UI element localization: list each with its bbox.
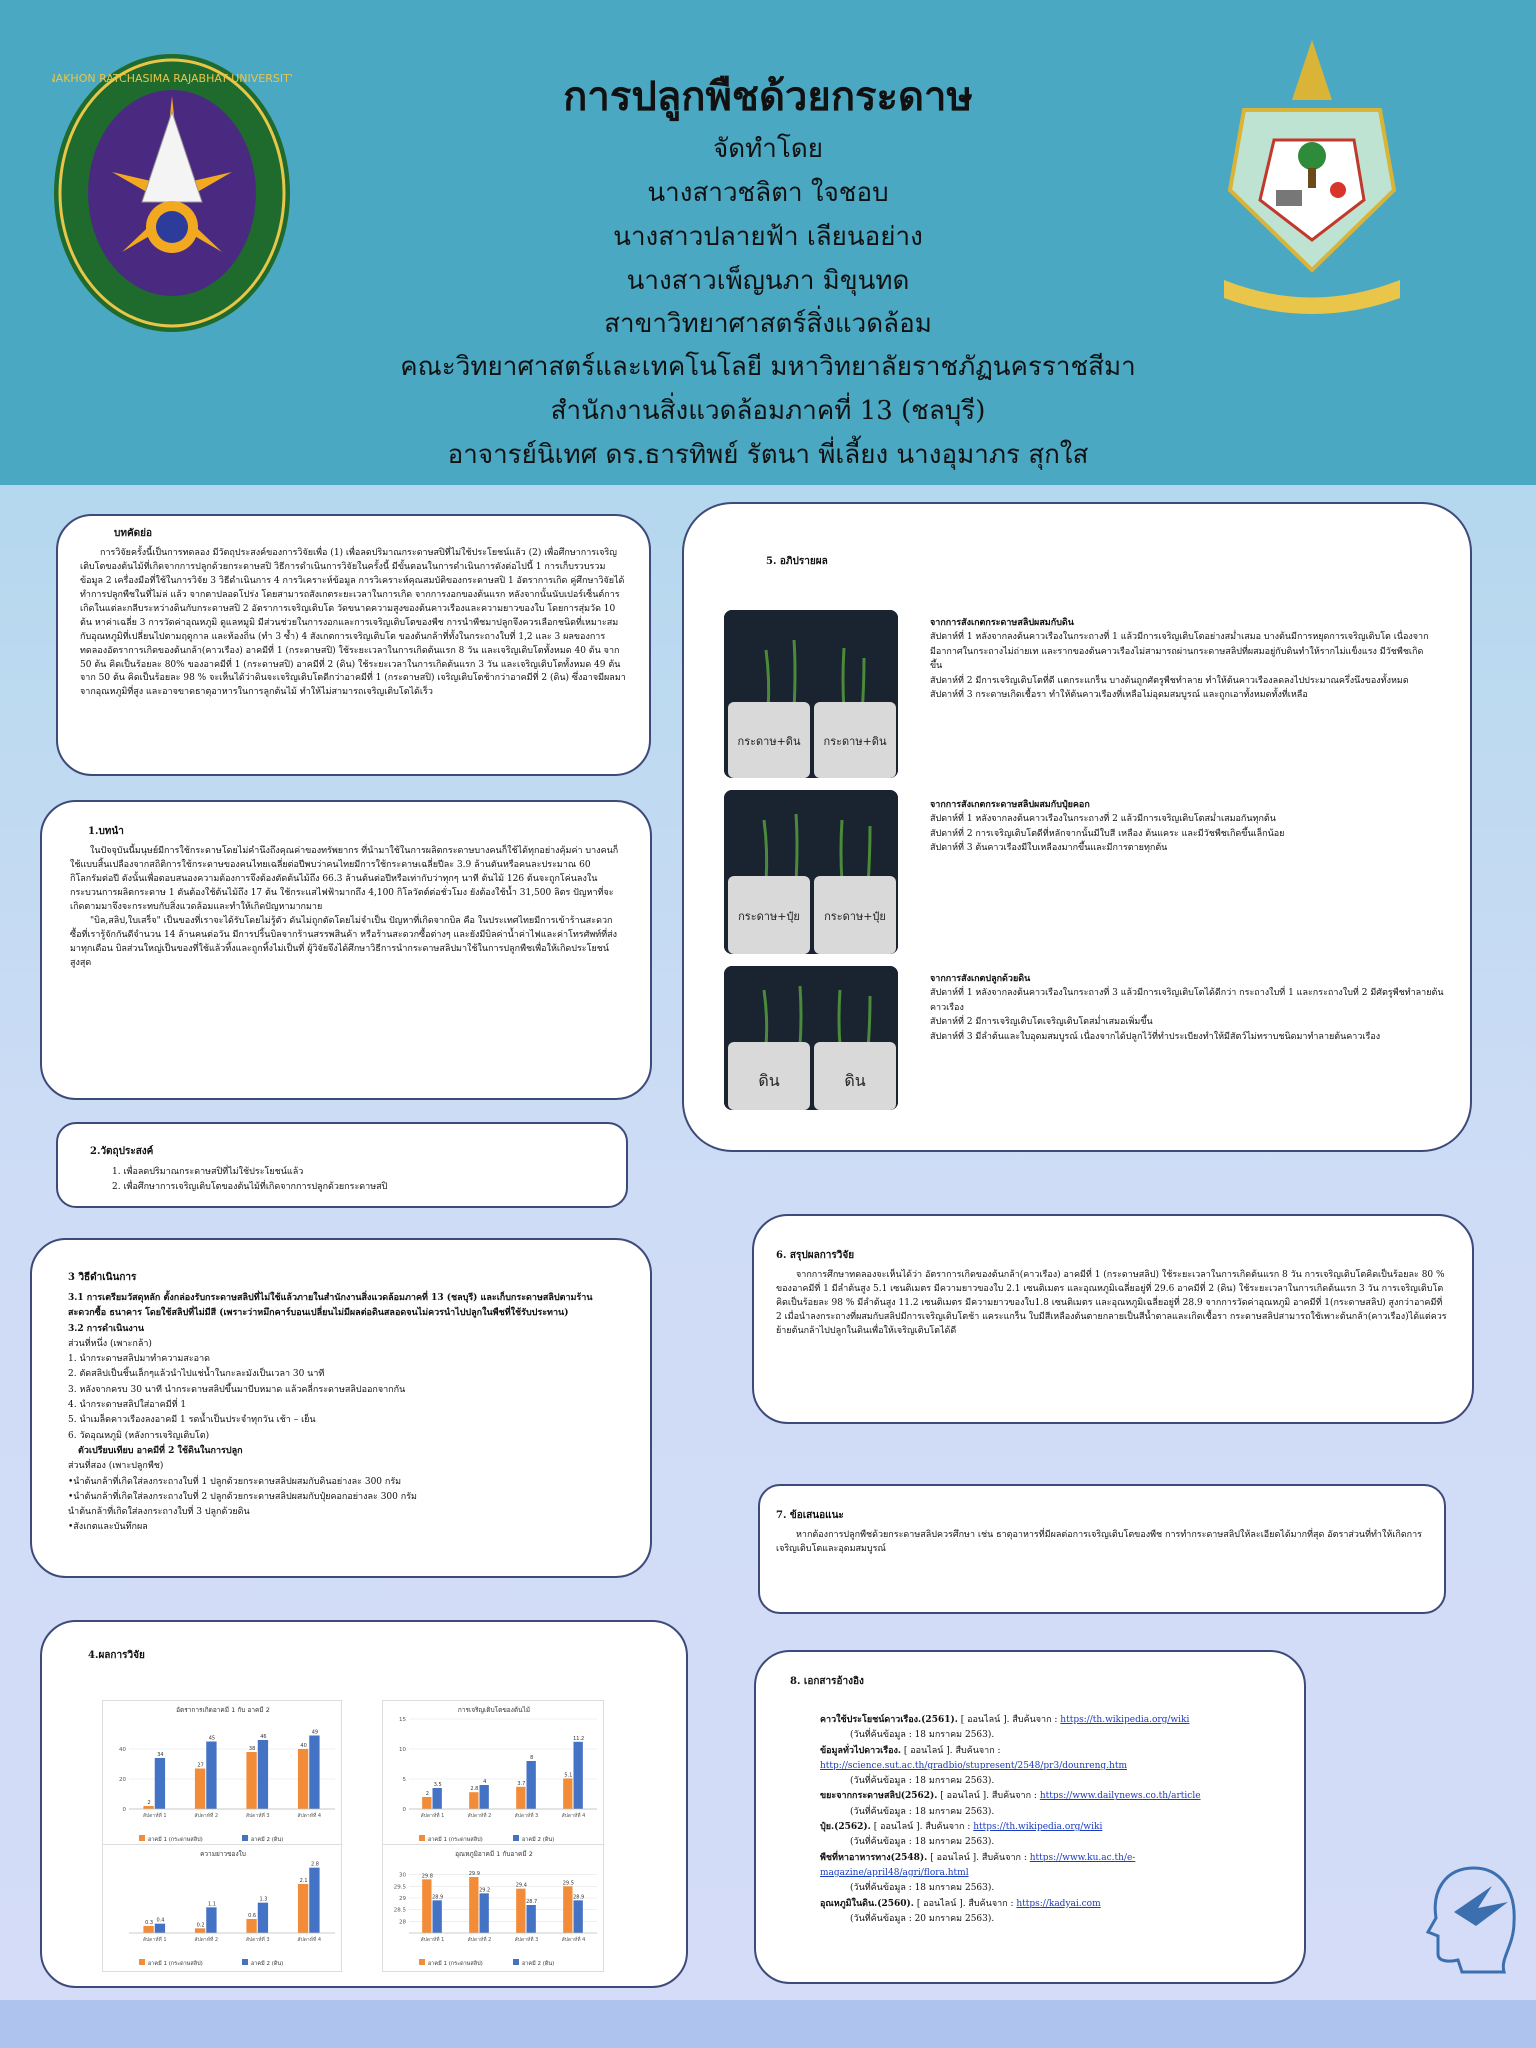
discussion-line: สัปดาห์ที่ 2 มีการเจริญเติบโตที่ดี แตกระแกร็น บางต้นถูกศัตรูพืชทำลาย ทำให้ต้นคาวเรืองลดลงไปประมาณครึ่งนึงของทั้งหมด [930, 675, 1409, 686]
legend-swatch [419, 1959, 425, 1965]
y-tick-label: 0 [402, 1807, 406, 1813]
y-tick-label: 10 [399, 1747, 406, 1753]
poster-title: การปลูกพืชด้วยกระดาษ [563, 73, 973, 120]
author-1: นางสาวชลิตา ใจชอบ [647, 178, 889, 208]
discussion-item [930, 972, 1450, 1044]
bar [309, 1736, 319, 1810]
data-label: 29.8 [421, 1873, 433, 1880]
intro-paragraph-1: ในปัจจุบันนี้มนุษย์มีการใช้กระดาษโดยไม่คำนึงถึงคุณค่าของทรัพยากร ที่นำมาใช้ในการผลิตกระดาษบางคนก็ใช้ได้ทุกอย่างคุ้มค่า บางคนก็ใช้แบบสิ้นเปลืองจากสถิติการใช้กระดาษของคนไทยเฉลี่ยต่อปีพบว่าคนไทยมีการใช้กระดาษเฉลี่ยปีละ 3.9 ล้านตันหรือคนละประมาณ 60 กิโลกรัมต่อปี ดังนั้นเพื่อตอบสนองความต้องการจึงต้องตัดต้นไม้ถึง 66.3 ล้านต้นต่อปีหรือเท่ากับว่าทุกๆ นาที ต้นไม้ 126 ต้นจะถูกโค่นลงในกระบวนการผลิตกระดาษ 1 ตันต้องใช้ต้นไม้ถึง 17 ต้น ใช้กระแสไฟฟ้ามากถึง 4,100 กิโลวัตต์ต่อชั่วโมง ยังต้องใช้น้ำ 31,500 ลิตร ปัญหาที่จะเกิดตามมาจึงจะกระทบกับสิ่งแวดล้อมและทำให้เกิดปัญหามากมาย [70, 846, 619, 912]
reference-date: (วันที่ค้นข้อมูล : 18 มกราคม 2563). [850, 1883, 995, 1894]
conclusion-text: จากการศึกษาทดลองจะเห็นได้ว่า อัตราการเกิดของต้นกล้า(คาวเรือง) อาคมีที่ 1 (กระดาษสลิป) ใช้ระยะเวลาในการเกิดต้นแรก 8 วัน การเจริญเติบโตคิดเป็นร้อยละ 80 % ของอาคมีที่ 1 มีลำต้นสูง 5.1 เซนติเมตร มีความยาวของใบ 2.1 เซนติเมตร และอุณหภูมิเฉลี่ยอยู่ที่ 29.6 อาคมีที่ 2 (ดิน) ใช้ระยะเวลาในการเกิดต้นแรก 3 วัน การเจริญเติบโตคิดเป็นร้อยละ 98 % มีลำต้นสูง 11.2 เซนติเมตร มีความยาวของใบ1.8 เซนติเมตร และอุณหภูมิเฉลี่ยอยู่ที่ 28.9 จากการวัดค่าอุณหภูมิ อาคมีที่ 1(กระดาษสลิป) สูงกว่าอาคมีที่ 2 เมื่อนำลงกระถางที่ผสมกับสลิปมีการเจริญเติบโตช้า แคระแกร็น ใบมีสีเหลืองต้นตายกลายเป็นสีน้ำตาลและเกิดเชื้อรา กระดาษสลิปสามารถใช้เพาะต้นกล้า(คาวเรือง)ได้แต่ควรย้ายต้นกล้าไปปลูกในดินเพื่อให้เจริญเติบโตได้ดี [776, 1270, 1447, 1336]
y-tick-label: 5 [402, 1777, 406, 1783]
data-label: 45 [208, 1735, 216, 1742]
reference-link[interactable]: https://www.ku.ac.th/e-magazine/april48/agri/flora.html [820, 1852, 1136, 1878]
intro-title: 1.บทนำ [88, 826, 124, 837]
reference-date: (วันที่ค้นข้อมูล : 18 มกราคม 2563). [850, 1806, 995, 1817]
data-label: 11.2 [573, 1735, 585, 1742]
discussion-line: สัปดาห์ที่ 1 หลังจากลงต้นคาวเรืองในกระถางที่ 2 แล้วมีการเจริญเติบโตสม่ำเสมอกันทุกต้น [930, 814, 1276, 825]
discussion-line: สัปดาห์ที่ 2 มีการเจริญเติบโตเจริญเติบโตสม่ำเสมอเพิ่มขึ้น [930, 1017, 1153, 1028]
data-label: 4 [483, 1779, 487, 1785]
chart-leaf-length [102, 1844, 342, 1972]
bar [527, 1761, 536, 1809]
bar [309, 1868, 319, 1933]
data-label: 49 [311, 1729, 319, 1736]
objective-item: 1. เพื่อลดปริมาณกระดาษสปิที่ไม่ใช้ประโยชน์แล้ว [112, 1167, 304, 1177]
method-step: 6. วัดอุณหภูมิ (หลังการเจริญเติบโต) [68, 1430, 210, 1441]
pot-photo-3 [724, 966, 898, 1110]
references-list [790, 1713, 1270, 1927]
bar [246, 1919, 256, 1933]
conclusion-title: 6. สรุปผลการวิจัย [776, 1250, 855, 1261]
x-tick-label: สัปดาห์ที่ 1 [420, 1937, 445, 1943]
discussion-heading: จากการสังเกตกระดาษสลิปผสมกับดิน [930, 618, 1074, 628]
methods-sub-2: 3.2 การดำเนินงาน [68, 1323, 145, 1334]
bar [155, 1924, 165, 1933]
data-label: 38 [248, 1746, 256, 1752]
bar [246, 1752, 256, 1809]
y-tick-label: 40 [119, 1747, 126, 1753]
discussion-line: สัปดาห์ที่ 1 หลังจากลงต้นคาวเรืองในกระถางที่ 3 แล้วมีการเจริญเติบโตได้ดีกว่า กระถางใบที่ 1 และกระถางใบที่ 2 มีศัตรูพืชทำลายต้นคาวเรือง [930, 988, 1444, 1013]
pot-label: กระดาษ+ดิน [737, 735, 801, 748]
results-title: 4.ผลการวิจัย [88, 1650, 145, 1661]
reference-link[interactable]: https://www.dailynews.co.th/article [1039, 1791, 1201, 1802]
data-label: 2.8 [310, 1861, 319, 1868]
bar [422, 1797, 431, 1809]
reference-text: [ ออนไลน์ ]. สืบค้นจาก : [873, 1822, 971, 1833]
data-label: 2.8 [470, 1786, 479, 1793]
bar [563, 1886, 572, 1933]
reference-link[interactable]: https://th.wikipedia.org/wiki [973, 1822, 1103, 1833]
data-label: 29.2 [479, 1887, 491, 1894]
bar [469, 1877, 478, 1933]
bar [469, 1792, 478, 1809]
data-label: 5.1 [564, 1772, 573, 1779]
bar [563, 1778, 572, 1809]
method-step: นำต้นกล้าที่เกิดใส่ลงกระถางใบที่ 3 ปลูกด้วยดิน [68, 1507, 250, 1518]
method-step: 4. นำกระดาษสลิปใส่อาคมีที่ 1 [68, 1400, 187, 1411]
discussion-heading: จากการสังเกตปลูกด้วยดิน [930, 974, 1031, 984]
legend-label: อาคมี 2 (ดิน) [522, 1961, 555, 1967]
reference-item [820, 1851, 1270, 1897]
method-step: •สังเกตและบันทึกผล [68, 1522, 148, 1533]
x-tick-label: สัปดาห์ที่ 1 [142, 1937, 167, 1943]
bar [143, 1926, 153, 1933]
objectives-panel [56, 1122, 628, 1208]
data-label: 0.3 [145, 1920, 154, 1926]
data-label: 29.5 [562, 1880, 574, 1887]
chart-growth [382, 1700, 604, 1848]
x-tick-label: สัปดาห์ที่ 3 [245, 1813, 270, 1819]
logo-text: NAKHON RATCHASIMA RAJABHAT UNIVERSITY [52, 72, 292, 85]
x-tick-label: สัปดาห์ที่ 2 [194, 1937, 219, 1943]
y-tick-label: 30 [399, 1872, 406, 1879]
data-label: 8 [530, 1755, 534, 1761]
head-bird-logo [1424, 1862, 1522, 1974]
discussion-line: สัปดาห์ที่ 1 หลังจากลงต้นคาวเรืองในกระถางที่ 1 แล้วมีการเจริญเติบโตอย่างสม่ำเสมอ บางต้นมีการหยุดการเจริญเติบโต เนื่องจากมีอากาศในกระถางไม่ถ่ายเท และรากของต้นคาวเรืองไม่สามารถผ่านกระดาษสลิปที่ผสมอยู่กับดินทำให้รากไม่แข็งแรง มีวัชพืชเกิดขึ้น [930, 632, 1429, 672]
y-tick-label: 29.5 [393, 1884, 406, 1891]
bar [143, 1806, 153, 1809]
reference-text: [ ออนไลน์ ]. สืบค้นจาก : [960, 1715, 1058, 1725]
discussion-line: สัปดาห์ที่ 3 ต้นคาวเรืองมีใบเหลืองมากขึ้นและมีการตายทุกต้น [930, 843, 1168, 854]
abstract-title: บทคัดย่อ [114, 528, 152, 539]
reference-item [820, 1713, 1270, 1744]
bar [574, 1900, 583, 1933]
bar [516, 1787, 525, 1809]
reference-text: [ ออนไลน์ ]. สืบค้นจาก : [940, 1791, 1037, 1802]
method-step: 3. หลังจากครบ 30 นาที นำกระดาษสลิปขึ้นมาบีบหมาด แล้วคลี่กระดาษสลิปออกจากกัน [68, 1384, 406, 1395]
author-2: นางสาวปลายฟ้า เลียนอย่าง [613, 222, 923, 252]
data-label: 28.7 [526, 1899, 538, 1905]
reference-link[interactable]: https://kadyai.com [1016, 1898, 1101, 1909]
legend-label: อาคมี 2 (ดิน) [251, 1961, 284, 1967]
reference-name: ขยะจากกระดาษสลิป(2562). [820, 1791, 938, 1802]
pot-label: กระดาษ+ปุ๋ย [824, 910, 886, 923]
reference-name: พืชที่หาอาหารทาง(2548). [820, 1852, 928, 1863]
y-tick-label: 20 [119, 1777, 126, 1783]
bar [195, 1769, 205, 1810]
legend-label: อาคมี 2 (ดิน) [522, 1837, 555, 1843]
y-tick-label: 29 [399, 1896, 406, 1902]
bar [433, 1788, 442, 1809]
reference-text: [ ออนไลน์ ]. สืบค้นจาก : [916, 1898, 1014, 1909]
x-tick-label: สัปดาห์ที่ 2 [467, 1813, 492, 1819]
reference-date: (วันที่ค้นข้อมูล : 18 มกราคม 2563). [850, 1837, 995, 1848]
legend-swatch [419, 1835, 425, 1841]
legend-swatch [139, 1835, 145, 1841]
objective-item: 2. เพื่อศึกษาการเจริญเติบโตของต้นไม้ที่เกิดจากการปลูกด้วยกระดาษสปิ [112, 1182, 388, 1193]
methods-part-1: ส่วนที่หนึ่ง (เพาะกล้า) [68, 1338, 152, 1349]
methods-title: 3 วิธีดำเนินการ [68, 1272, 137, 1283]
data-label: 28.9 [573, 1894, 585, 1901]
bar [298, 1884, 308, 1933]
reference-text: [ ออนไลน์ ]. สืบค้นจาก : [930, 1852, 1027, 1863]
conclusion-panel [752, 1214, 1474, 1424]
data-label: 46 [260, 1734, 267, 1740]
bar [258, 1903, 268, 1933]
abstract-text: การวิจัยครั้งนี้เป็นการทดลอง มีวัตถุประสงค์ของการวิจัยเพื่อ (1) เพื่อลดปริมาณกระดาษสปิที่ไม่ใช้ประโยชน์แล้ว (2) เพื่อศึกษาการเจริญเติบโตของต้นไม้ที่เกิดจากการปลูกด้วยกระดาษสปิ วิธีการดำเนินการวิจัยในครั้งนี้ มีขั้นตอนในการดำเนินการดังต่อไปนี้ 1 การเก็บรวบรวมข้อมูล 2 เครื่องมือที่ใช้ในการวิจัย 3 วิธีดำเนินการ 4 การวิเคราะห์ข้อมูล การวิเคราะห์คุณสมบัติของกระดาษสปิ 1 อัตราการเกิด คู่ศึกษาวิจัยได้ทำการปลูกพืชในที่ไม่ล่ แล้ว จากตาปลอดโปร่ง โดยสามารถสังเกตระยะเวลาในการเกิด จากการงอกของต้นแรก หลังจากนั้นนับเปอร์เซ็นต์การเกิดในแต่ละกลีบระหว่างดินกับกระดาษสปิ 2 อัตราการเจริญเติบโต วัดขนาดความสูงของต้นคาวเรืองและความยาวของใบ โดยการสุ่มวัด 10 ต้น หาค่าเฉลี่ย 3 การวัดค่าอุณหภูมิ ดูแลหมูมิ มีส่วนช่วยในการงอกและการเจริญเติบโตของพืช การนำพืชมาปลูกจึงควรเลือกชนิดที่เหมาะสมกับอุณหภูมิที่เปลี่ยนไปตามฤดูกาล และท้องถิ่น (ทำ 3 ซ้ำ) 4 สังเกตการเจริญเติบโต ของต้นกล้าที่ทั้งในกระถางใบที่ 1,2 และ 3 ผลของการทดลองอัตราการเกิดของต้นกล้า(คาวเรือง) อาคมีที่ 1 (กระดาษสปิ) ใช้ระยะเวลาในการเกิดต้นแรก 8 วัน และเจริญเติบโตทั้งหมด 40 ต้น จาก 50 ต้น คิดเป็นร้อยละ 80% ของอาคมีที่ 1 (กระดาษสปิ) อาคมีที่ 2 (ดิน) ใช้ระยะเวลาในการเกิดต้นแรก 3 วัน และเจริญเติบโตทั้งหมด 49 ต้น จาก 50 ต้น คิดเป็นร้อยละ 98 % จะเห็นได้ว่าดินจะเจริญเติบโตดีกว่าอาคมีที่ 1 (กระดาษสปิ) เจริญเติบโตช้ากว่าอาคมีที่ 2 (ดิน) ซึ่งอาจมีผลมาจากอุณหภูมิที่สูง และอาจขาดธาตุอาหารในการลูกต้นไม้ ทำให้ไม่สามารถเจริญเติบโตได้เร็ว [80, 548, 626, 698]
legend-swatch [242, 1959, 248, 1965]
pot-label: ดิน [844, 1071, 866, 1090]
x-tick-label: สัปดาห์ที่ 3 [514, 1813, 539, 1819]
pot-label: กระดาษ+ดิน [823, 735, 887, 748]
method-step: 2. ตัดสลิปเป็นชิ้นเล็กๆแล้วนำไปแช่น้ำในกะละมังเป็นเวลา 30 นาที [68, 1369, 325, 1380]
reference-name: อุณหภูมิในดิน.(2560). [820, 1898, 914, 1909]
x-tick-label: สัปดาห์ที่ 1 [142, 1813, 167, 1819]
legend-label: อาคมี 1 (กระดาษสลิป) [148, 1837, 203, 1843]
reference-name: คาวใช้ประโยชน์ดาวเรือง.(2561). [820, 1715, 958, 1725]
reference-item [820, 1897, 1270, 1928]
office: สำนักงานสิ่งแวดล้อมภาคที่ 13 (ชลบุรี) [550, 396, 986, 426]
bar [516, 1889, 525, 1933]
bottom-band [0, 2000, 1536, 2048]
data-label: 3.7 [517, 1780, 526, 1787]
bar [298, 1749, 308, 1809]
chart-title: การเจริญเติบโตของต้นไม้ [457, 1706, 531, 1714]
methods-sub-1: 3.1 การเตรียมวัสดุหลัก ตั้งกล่องรับกระดาษสลิปที่ไม่ใช้แล้วภายในสำนักงานสิ่งแวดล้อมภาคที่ 13 (ชลบุรี) และเก็บกระดาษสลิปตามร้านสะดวกซื้อ ธนาคาร โดยใช้สลิปที่ไม่มีสี (เพราะว่าหมึกคาร์บอนเปลี่ยนไม่มีผลต่อดินสลอดจนไม่ควรนำไปปลูกในพืชที่ใช้รับประทาน) [68, 1293, 593, 1319]
bar [480, 1893, 489, 1933]
bar [206, 1742, 216, 1810]
bar [206, 1907, 216, 1933]
pot-label: กระดาษ+ปุ๋ย [738, 910, 800, 923]
intro-panel [40, 800, 652, 1100]
x-tick-label: สัปดาห์ที่ 4 [561, 1937, 586, 1943]
reference-link[interactable]: https://th.wikipedia.org/wiki [1060, 1715, 1190, 1725]
data-label: 29.9 [468, 1871, 480, 1877]
reference-item [820, 1820, 1270, 1851]
bar [527, 1905, 536, 1933]
bar [258, 1740, 268, 1809]
methods-panel [30, 1238, 652, 1578]
references-title: 8. เอกสารอ้างอิง [790, 1676, 864, 1687]
reference-date: (วันที่ค้นข้อมูล : 18 มกราคม 2563). [850, 1776, 995, 1787]
reference-item [820, 1789, 1270, 1820]
pot-label: ดิน [758, 1071, 780, 1090]
y-tick-label: 28.5 [393, 1907, 406, 1914]
data-label: 29.4 [515, 1882, 527, 1889]
chart-title: ความยาวของใบ [200, 1850, 246, 1858]
y-tick-label: 15 [399, 1717, 406, 1723]
data-label: 2 [425, 1791, 429, 1797]
discussion-item [930, 798, 1430, 856]
legend-swatch [513, 1959, 519, 1965]
methods-part-2: ส่วนที่สอง (เพาะปลูกพืช) [68, 1461, 164, 1472]
data-label: 2.1 [299, 1878, 308, 1884]
method-step: •นำต้นกล้าที่เกิดใส่ลงกระถางใบที่ 1 ปลูกด้วยกระดาษสลิปผสมกับดินอย่างละ 300 กรัม [68, 1476, 402, 1487]
suggestions-panel [758, 1484, 1446, 1614]
legend-swatch [139, 1959, 145, 1965]
legend-label: อาคมี 2 (ดิน) [251, 1837, 284, 1843]
data-label: 28.9 [432, 1894, 444, 1901]
x-tick-label: สัปดาห์ที่ 4 [297, 1813, 322, 1819]
x-tick-label: สัปดาห์ที่ 1 [420, 1813, 445, 1819]
data-label: 40 [300, 1743, 307, 1749]
y-tick-label: 28 [399, 1919, 406, 1926]
discussion-line: สัปดาห์ที่ 3 กระดาษเกิดเชื้อรา ทำให้ต้นคาวเรืองที่เหลือไม่อุดมสมบูรณ์ และถูกเอาทั้งหมดทั้งที่เหลือ [930, 689, 1308, 700]
chart-title: อัตราการเกิดอาคมี 1 กับ อาคมี 2 [176, 1706, 270, 1714]
data-label: 34 [157, 1752, 164, 1758]
data-label: 27 [197, 1762, 204, 1769]
reference-date: (วันที่ค้นข้อมูล : 20 มกราคม 2563). [850, 1913, 995, 1924]
y-tick-label: 0 [122, 1807, 126, 1813]
data-label: 2 [147, 1800, 151, 1806]
x-tick-label: สัปดาห์ที่ 2 [194, 1813, 219, 1819]
legend-swatch [242, 1835, 248, 1841]
data-label: 1.1 [207, 1901, 216, 1908]
faculty: คณะวิทยาศาสตร์และเทคโนโลยี มหาวิทยาลัยราชภัฏนครราชสีมา [400, 352, 1136, 382]
prepared-by: จัดทำโดย [713, 134, 823, 164]
reference-name: ปุ๋ย.(2562). [820, 1822, 871, 1833]
x-tick-label: สัปดาห์ที่ 4 [561, 1813, 586, 1819]
references-panel [754, 1650, 1306, 1984]
bar [574, 1742, 583, 1809]
objectives-title: 2.วัตถุประสงค์ [90, 1146, 154, 1157]
bar [433, 1900, 442, 1933]
chart-germination [102, 1700, 342, 1848]
pot-photo-2 [724, 790, 898, 954]
chart-temperature [382, 1844, 604, 1972]
data-label: 1.3 [259, 1896, 268, 1903]
x-tick-label: สัปดาห์ที่ 3 [245, 1937, 270, 1943]
data-label: 3.5 [433, 1782, 442, 1788]
program: สาขาวิทยาศาสตร์สิ่งแวดล้อม [604, 309, 932, 339]
legend-label: อาคมี 1 (กระดาษสลิป) [148, 1961, 203, 1967]
reference-link[interactable]: http://science.sut.ac.th/gradbio/stupresent/2548/pr3/dounreng.htm [820, 1760, 1127, 1771]
suggestions-title: 7. ข้อเสนอแนะ [776, 1510, 844, 1521]
x-tick-label: สัปดาห์ที่ 3 [514, 1937, 539, 1943]
pot-photo-1 [724, 610, 898, 778]
legend-label: อาคมี 1 (กระดาษสลิป) [428, 1961, 483, 1967]
x-tick-label: สัปดาห์ที่ 2 [467, 1937, 492, 1943]
method-step: 1. นำกระดาษสลิปมาทำความสะอาด [68, 1354, 210, 1365]
method-step: 5. นำเมล็ดคาวเรืองลงอาคมี 1 รดน้ำเป็นประจำทุกวัน เช้า – เย็น [68, 1415, 316, 1426]
discussion-line: สัปดาห์ที่ 2 การเจริญเติบโตดีที่หลักจากนั้นมีใบสี เหลือง ต้นแคระ และมีวัชพืชเกิดขึ้นเล็กน้อย [930, 828, 1285, 839]
methods-control: ตัวเปรียบเทียบ อาคมีที่ 2 ใช้ดินในการปลูก [78, 1445, 243, 1456]
discussion-heading: จากการสังเกตกระดาษสลิปผสมกับปุ๋ยคอก [930, 800, 1090, 810]
reference-item [820, 1744, 1270, 1790]
reference-text: [ ออนไลน์ ]. สืบค้นจาก : [903, 1745, 1001, 1756]
x-tick-label: สัปดาห์ที่ 4 [297, 1937, 322, 1943]
chart-title: อุณหภูมิอาคมี 1 กับอาคมี 2 [455, 1850, 533, 1858]
bar [480, 1785, 489, 1809]
bar [195, 1928, 205, 1933]
legend-swatch [513, 1835, 519, 1841]
suggestions-text: หากต้องการปลูกพืชด้วยกระดาษสลิปควรศึกษา เช่น ธาตุอาหารที่มีผลต่อการเจริญเติบโตของพืช การทำกระดาษสลิปให้ละเอียดได้มากที่สุด อัตราส่วนที่ทำให้เกิดการเจริญเติบโตและอุดมสมบูรณ์ [776, 1530, 1423, 1554]
discussion-item [930, 616, 1430, 702]
legend-label: อาคมี 1 (กระดาษสลิป) [428, 1837, 483, 1843]
advisors: อาจารย์นิเทศ ดร.ธารทิพย์ รัตนา พี่เลี้ยง นางอุมาภร สุกใส [447, 440, 1089, 470]
method-step: •นำต้นกล้าที่เกิดใส่ลงกระถางใบที่ 2 ปลูกด้วยกระดาษสลิปผสมกับปุ๋ยคอกอย่างละ 300 กรัม [68, 1491, 417, 1502]
intro-paragraph-2: "บิล,สลิป,ใบเสร็จ" เป็นของที่เราจะได้รับโดยไม่รู้ตัว ดันไม่ถูกตัดโดยไม่จำเป็น ปัญหาที่เกิดจากบิล คือ ในประเทศไทยมีการเข้าร้านสะดวกซื้อที่เรารู้จักกันดีจำนวน 14 ล้านคนต่อวัน มีการปริ้นบิลจากร้านสรรพสินค้า หรือร้านสะดวกซื้อต่างๆ และยังมีบิลค่าน้ำค่าไฟและค่าโทรศัพท์ที่ส่งมาทุกเดือน บิลส่วนใหญ่เป็นของที่ใช้แล้วทิ้งและถูกทิ้งไม่เป็นที่ ผู้วิจัยจึงได้ศึกษาวิธีการนำกระดาษสลิปมาใช้ในการปลูกพืชเพื่อให้เกิดประโยชน์สูงสุด [70, 915, 618, 968]
data-label: 0.4 [156, 1917, 165, 1924]
bar [422, 1879, 431, 1933]
discussion-title: 5. อภิปรายผล [766, 556, 828, 567]
reference-name: ข้อมูลทั่วไปดาวเรือง. [820, 1745, 902, 1756]
data-label: 0.6 [248, 1913, 257, 1919]
author-3: นางสาวเพ็ญนภา มิขุนทด [626, 266, 910, 296]
bar [155, 1758, 165, 1809]
discussion-line: สัปดาห์ที่ 3 มีลำต้นและใบอุดมสมบูรณ์ เนื่องจากได้ปลูกไว้ที่ทำประเบียงทำให้มีสัตว์ไม่ทราบชนิดมาทำลายต้นคาวเรือง [930, 1031, 1381, 1042]
abstract-panel [56, 514, 651, 776]
reference-date: (วันที่ค้นข้อมูล : 18 มกราคม 2563). [850, 1730, 995, 1741]
data-label: 0.2 [196, 1922, 205, 1929]
